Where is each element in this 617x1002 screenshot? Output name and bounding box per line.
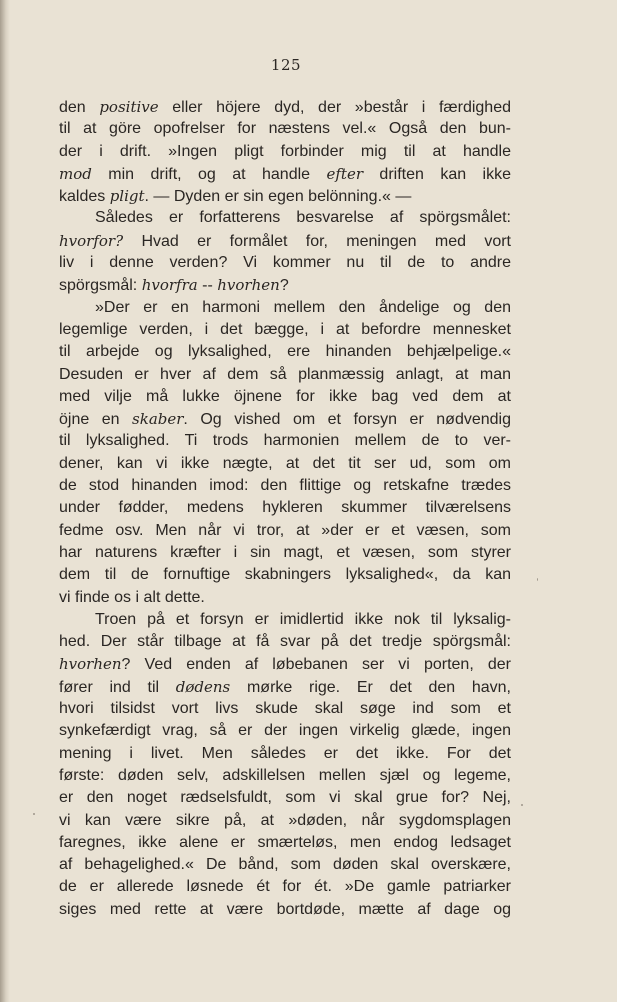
text-run: med vilje må lukke öjnene for ikke bag ved dem at [59, 387, 511, 405]
text-run: under fødder, medens hykleren skummer tilværelsens [59, 499, 511, 517]
text-line [59, 609, 511, 631]
text-run: Således er forfatterens besvarelse af spörgsmålet: [95, 209, 511, 227]
emphasized-text: dødens [175, 677, 231, 696]
emphasized-text: hvorfor? [59, 231, 124, 250]
text-line [59, 810, 511, 832]
text-run: dener, kan vi ikke nægte, at det tit ser ud, som om [59, 454, 511, 472]
text-line [59, 720, 511, 742]
paper-speck [521, 804, 523, 806]
text-line [59, 587, 511, 609]
text-run: vi kan være sikre på, at »døden, når sygdomsplagen [59, 811, 511, 829]
text-run: af behagelighed.« De bånd, som døden skal overskære, [59, 856, 511, 874]
text-line [59, 497, 511, 519]
text-run: mørke rige. Er det den havn, [230, 678, 511, 696]
text-line [59, 163, 511, 185]
text-run: legemlige verden, i det bægge, i at befordre mennesket [59, 320, 511, 338]
paper-speck [33, 813, 35, 815]
text-run: kaldes [59, 188, 110, 206]
emphasized-text: hvorhen [217, 276, 280, 295]
text-run: er den noget rædselsfuldt, som vi skal grue for? Nej, [59, 789, 511, 807]
text-run: til at göre opofrelser for næstens vel.« Også den bun- [59, 120, 511, 138]
text-line [59, 743, 511, 765]
text-run: har naturens kræfter i sin magt, et væsen, som styrer [59, 543, 511, 561]
text-run: til lyksalighed. Ti trods harmonien mellem de to ver- [59, 432, 511, 450]
text-run: første: døden selv, adskillelsen mellen sjæl og legeme, [59, 766, 511, 784]
text-run: hvori tilsidst vort livs skude skal søge ind som et [59, 700, 511, 718]
text-line [59, 698, 511, 720]
text-run: liv i denne verden? Vi kommer nu til de to andre [59, 254, 511, 272]
text-line [59, 408, 511, 430]
text-line [59, 364, 511, 386]
text-run: hed. Der står tilbage at få svar på det tredje spörgsmål: [59, 633, 511, 651]
body-text [59, 96, 511, 921]
text-line [59, 319, 511, 341]
text-line [59, 899, 511, 921]
text-run: de stod hinanden imod: den flittige og retskafne trædes [59, 477, 511, 495]
emphasized-text: skaber [132, 410, 184, 429]
text-run: dem til de fornuftige skabningers lyksalighed«, da kan [59, 566, 511, 584]
text-line [59, 297, 511, 319]
text-line [59, 475, 511, 497]
text-run: vi finde os i alt dette. [59, 588, 205, 606]
emphasized-text: efter [326, 164, 363, 183]
text-line [59, 542, 511, 564]
text-line [59, 96, 511, 118]
text-line [59, 207, 511, 229]
text-run: den [59, 99, 100, 116]
text-line [59, 141, 511, 163]
emphasized-text: mod [59, 164, 92, 183]
text-run: fører ind til [59, 678, 176, 696]
paper-speck [537, 578, 538, 581]
text-line [59, 230, 511, 252]
text-run: . — Dyden er sin egen belönning.« — [144, 188, 412, 206]
text-line [59, 854, 511, 876]
text-run: Troen på et forsyn er imidlertid ikke nok til lyksalig- [95, 610, 511, 628]
text-run: ? Ved enden af løbebanen ser vi porten, der [121, 656, 511, 674]
text-run: mening i livet. Men således er det ikke. For det [59, 744, 511, 762]
page-number: 125 [270, 56, 302, 74]
text-run: fedme osv. Men når vi tror, at »der er et væsen, som [59, 521, 511, 539]
text-run: min drift, og at handle [91, 165, 327, 183]
text-line [59, 564, 511, 586]
text-line [59, 453, 511, 475]
text-run: siges med rette at være bortdøde, mætte af dage og [59, 900, 511, 918]
text-line [59, 832, 511, 854]
text-line [59, 653, 511, 675]
text-run: synkefærdigt vrag, så er der ingen virkelig glæde, ingen [59, 722, 511, 740]
text-run: eller höjere dyd, der »består i færdighed [158, 99, 511, 116]
text-line [59, 631, 511, 653]
text-run: de er allerede løsnede ét for ét. »De gamle patriarker [59, 878, 511, 896]
text-run: til arbejde og lyksalighed, ere hinanden behjælpelige.« [59, 343, 511, 361]
text-line [59, 876, 511, 898]
text-run: . Og vished om et forsyn er nødvendig [183, 411, 511, 429]
text-run: -- [197, 277, 218, 295]
text-line [59, 430, 511, 452]
text-line [59, 386, 511, 408]
text-run: der i drift. »Ingen pligt forbinder mig til at handle [59, 142, 511, 160]
text-line [59, 185, 511, 207]
text-run: driften kan ikke [363, 165, 511, 183]
text-run: »Der er en harmoni mellem den åndelige og den [95, 298, 511, 316]
text-line [59, 676, 511, 698]
text-run: öjne en [59, 411, 133, 429]
text-line [59, 520, 511, 542]
text-line [59, 274, 511, 296]
text-line [59, 765, 511, 787]
text-line [59, 341, 511, 363]
text-run: faregnes, ikke alene er smærteløs, men endog ledsaget [59, 833, 511, 851]
text-line [59, 787, 511, 809]
emphasized-text: hvorfra [141, 276, 198, 295]
page-gutter-shadow [0, 0, 10, 1002]
text-run: ? [279, 277, 289, 295]
text-run: spörgsmål: [59, 277, 142, 295]
text-line [59, 118, 511, 140]
emphasized-text: pligt [109, 187, 145, 206]
text-run: Desuden er hver af dem så planmæssig anlagt, at man [59, 365, 511, 383]
emphasized-text: hvorhen [59, 655, 122, 674]
emphasized-text: positive [99, 98, 159, 116]
text-line [59, 252, 511, 274]
text-run: Hvad er formålet for, meningen med vort [123, 232, 511, 250]
